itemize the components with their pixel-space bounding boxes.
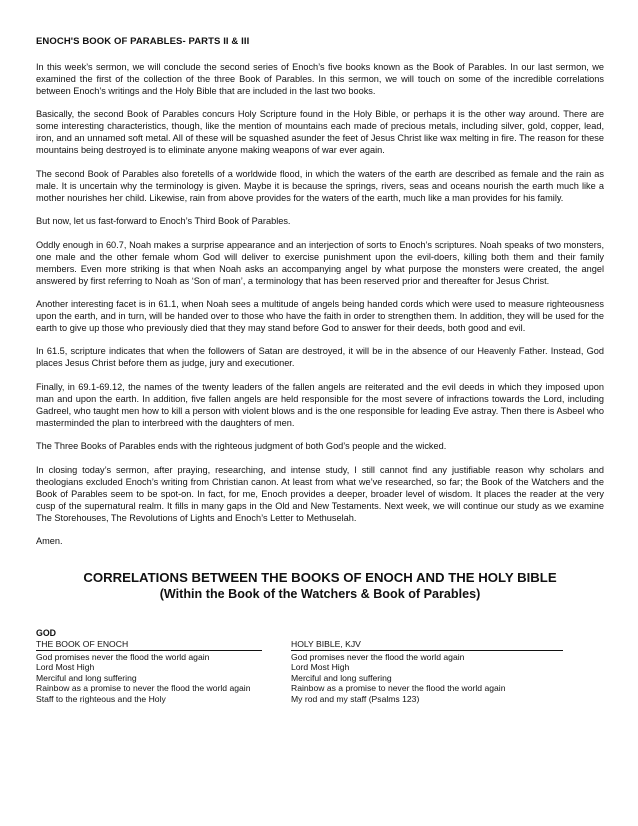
list-item: God promises never the flood the world again	[36, 651, 210, 662]
enoch-column-header: THE BOOK OF ENOCH	[36, 639, 262, 651]
paragraph-judgment: The Three Books of Parables ends with the righteous judgment of both God’s people and the wicked.	[36, 441, 447, 452]
paragraph-third-book: But now, let us fast-forward to Enoch’s Third Book of Parables.	[36, 216, 291, 227]
list-item: Rainbow as a promise to never the flood the world again	[36, 683, 251, 694]
list-item: God promises never the flood the world again	[291, 651, 465, 662]
paragraph-amen: Amen.	[36, 535, 63, 546]
correlations-heading: CORRELATIONS BETWEEN THE BOOKS OF ENOCH AND THE HOLY BIBLE	[83, 569, 557, 585]
list-item: Merciful and long suffering	[36, 672, 137, 683]
list-item: Merciful and long suffering	[291, 672, 392, 683]
paragraph-noah: Oddly enough in 60.7, Noah makes a surprise appearance and an interjection of sorts to Enoch’s scriptures. Noah speaks of two monsters, one male and the other female whom God will deliver to exercise punishment upon the evil-doers, killing both them and their family members. Even more striking is that when Noah asks an accompanying angel by what purpose the monsters were created, the angel answered by first referring to Noah as ‘Son of man’, a terminology that has been reserved prior and thereafter for Jesus Christ.	[36, 239, 604, 286]
paragraph-flood: The second Book of Parables also foretells of a worldwide flood, in which the waters of the earth are described as female and the rain as male. It is uncertain why the terminology is given. Maybe it is because the springs, rivers, seas and oceans nourish the earth much like a mother nourishes her child. Likewise, rain from above provides for the waters of the earth, much like a man provides for his family.	[36, 168, 604, 203]
enoch-column	[36, 639, 291, 705]
paragraph-fallen-angels: Finally, in 69.1-69.12, the names of the twenty leaders of the fallen angels are reiterated and the evil deeds in which they imposed upon man and upon the earth. In addition, five fallen angels are held responsible for the most severe of infractions towards the Lord, including Gadreel, who taught men how to kill a person with violent blows and is the one responsible for leading Eve astray. Then there is Asbeel who masterminded the plan to interbreed with the daughters of men.	[36, 381, 604, 428]
paragraph-intro: In this week’s sermon, we will conclude the second series of Enoch’s five books known as the Book of Parables. In our last sermon, we examined the first of the collection of the three Book of Parables. In this sermon, we will touch on some of the incredible correlations between Enoch’s writings and the Holy Bible that are included in the last two books.	[36, 62, 604, 96]
paragraph-satan: In 61.5, scripture indicates that when the followers of Satan are destroyed, it will be in the absence of our Heavenly Father. Instead, God places Jesus Christ before them as judge, jury and executioner.	[36, 346, 604, 369]
paragraph-cords: Another interesting facet is in 61.1, when Noah sees a multitude of angels being handed cords which were used to measure righteousness upon the earth, and in turn, will be handed over to those who have the faith in order to strengthen them. In addition, they will be used for the earth to give up those who previously died that they may stand before God to answer for their deeds, both good and evil.	[36, 298, 604, 333]
list-item: Rainbow as a promise to never the flood the world again	[291, 683, 506, 694]
correlations-subheading: (Within the Book of the Watchers & Book of Parables)	[159, 586, 481, 601]
paragraph-closing: In closing today’s sermon, after praying, researching, and intense study, I still cannot find any justifiable reason why scholars and theologians excluded Enoch’s writing from Christian canon. At least from what we’ve researched, so far; the Book of the Watchers and the Book of Parables seem to be spot-on. In fact, for me, Enoch provides a deeper, broader level of wisdom. It places the reader at the very cusp of the supernatural realm. It fills in many gaps in the Old and New Testaments. Next week, we will continue our study as we examine The Storehouses, The Revolutions of Lights and Enoch’s Letter to Methuselah.	[36, 464, 604, 523]
list-item: Staff to the righteous and the Holy	[36, 693, 166, 704]
document-title: ENOCH'S BOOK OF PARABLES- PARTS II & III	[36, 36, 250, 47]
group-label-god: GOD	[36, 627, 57, 638]
list-item: My rod and my staff (Psalms 123)	[291, 693, 420, 704]
correlation-columns	[36, 639, 604, 705]
bible-column	[291, 639, 546, 705]
list-item: Lord Most High	[291, 662, 350, 673]
bible-column-header: HOLY BIBLE, KJV	[291, 639, 563, 651]
document-page	[36, 36, 604, 704]
paragraph-second-book: Basically, the second Book of Parables concurs Holy Scripture found in the Holy Bible, or perhaps it is the other way around. There are some interesting characteristics, though, like the mention of mountains each made of precious metals, including silver, gold, copper, lead, iron, and an unnamed soft metal. All of these will be squashed asunder the feet of Jesus Christ like wax melting in fire. The reason for these mountains being destroyed is to eliminate anyone making weapons of war ever again.	[36, 109, 604, 156]
list-item: Lord Most High	[36, 662, 95, 673]
